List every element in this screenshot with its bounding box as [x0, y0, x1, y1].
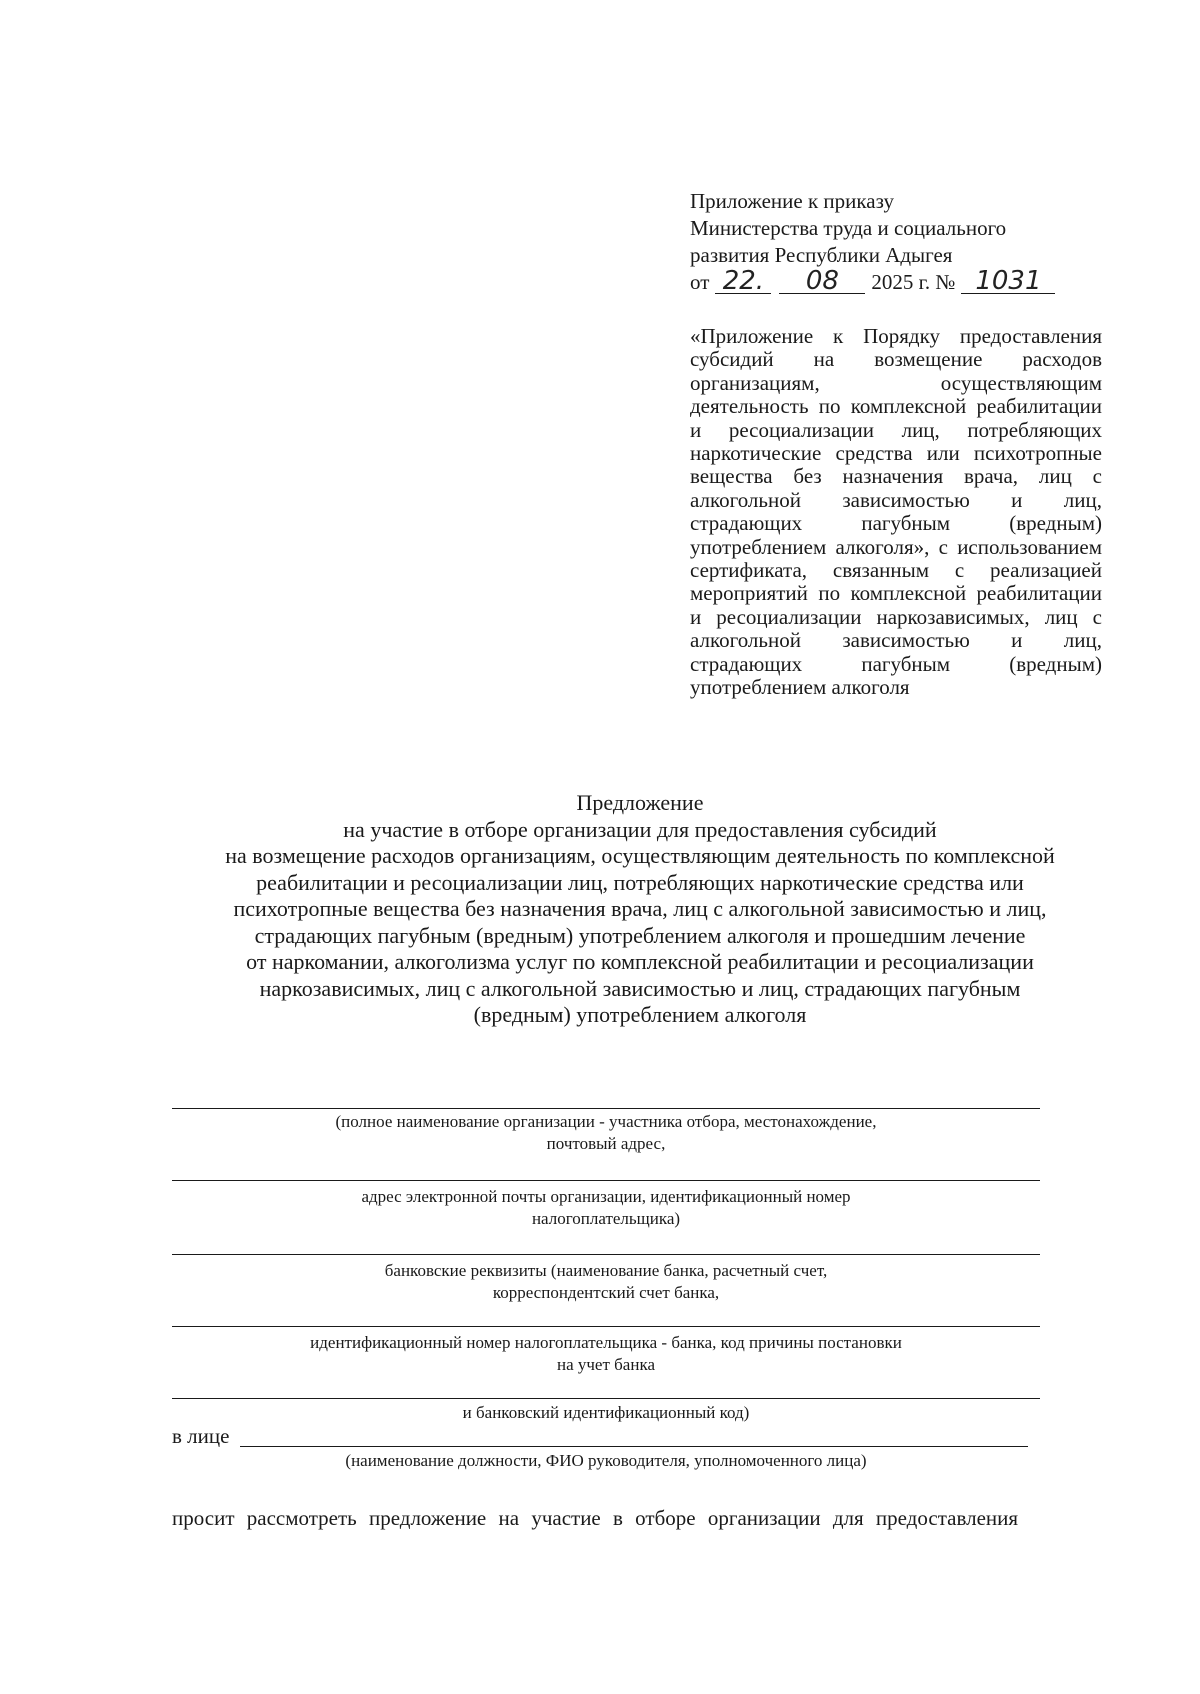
in-person-label: в лице	[172, 1424, 230, 1448]
appendix-reference-text: «Приложение к Порядку предоставления субсидий на возмещение расходов организациям, осуществляющим деятельность по комплексной реабилитации и ресоциализации лиц, потребляющих наркотические средства или психотропные вещества без назначения врача, лиц с алкогольной зависимостью и лиц, страдающих пагубным (вредным) употреблением алкоголя», с использованием сертификата, связанным с реализацией мероприятий по комплексной реабилитации и ресоциализации наркозависимых, лиц с алкогольной зависимостью и лиц, страдающих пагубным (вредным) употреблением алкоголя	[690, 324, 1102, 700]
appendix-line-1: Приложение к приказу	[690, 189, 894, 213]
caption-line: почтовый адрес,	[546, 1134, 666, 1153]
order-day-handwritten: 22.	[715, 269, 771, 294]
from-label: от	[690, 270, 710, 294]
order-month-handwritten: 08	[779, 269, 865, 294]
appendix-header	[690, 188, 1110, 296]
caption-line: адрес электронной почты организации, идентификационный номер	[361, 1187, 851, 1206]
in-person-field-line[interactable]	[240, 1446, 1028, 1447]
bank-bic-field-line[interactable]	[172, 1398, 1040, 1399]
caption-line: налогоплательщика)	[531, 1209, 681, 1228]
bank-inn-kpp-caption	[172, 1332, 1040, 1376]
title-line-1: на участие в отборе организации для предоставления субсидий	[343, 816, 937, 842]
email-inn-field-line[interactable]	[172, 1180, 1040, 1181]
appendix-line-3: развития Республики Адыгея	[690, 243, 953, 267]
document-title	[150, 790, 1130, 1029]
in-person-caption: (наименование должности, ФИО руководителя, уполномоченного лица)	[345, 1451, 867, 1470]
caption-line: (полное наименование организации - участника отбора, местонахождение,	[335, 1112, 877, 1131]
title-line-3: реабилитации и ресоциализации лиц, потребляющих наркотические средства или	[256, 869, 1024, 895]
closing-text: просит рассмотреть предложение на участие в отборе организации для предоставления	[172, 1506, 1019, 1530]
year-label: 2025 г. №	[871, 270, 956, 294]
bank-details-caption	[172, 1260, 1040, 1304]
organization-name-caption	[172, 1111, 1040, 1155]
caption-line: на учет банка	[556, 1355, 655, 1374]
title-heading: Предложение	[576, 790, 704, 815]
order-number-handwritten: 1031	[961, 269, 1055, 294]
caption-line: банковские реквизиты (наименование банка, расчетный счет,	[384, 1261, 828, 1280]
title-line-2: на возмещение расходов организациям, осуществляющим деятельность по комплексной	[225, 843, 1055, 868]
order-date-number-line	[690, 266, 1110, 296]
bank-details-field-line[interactable]	[172, 1254, 1040, 1255]
caption-line: и банковский идентификационный код)	[462, 1403, 750, 1422]
title-line-6: от наркомании, алкоголизма услуг по комплексной реабилитации и ресоциализации	[246, 949, 1034, 974]
title-line-4: психотропные вещества без назначения врача, лиц с алкогольной зависимостью и лиц,	[233, 896, 1047, 921]
bank-bic-caption	[172, 1402, 1040, 1424]
caption-line: идентификационный номер налогоплательщика - банка, код причины постановки	[310, 1333, 902, 1352]
bank-inn-kpp-field-line[interactable]	[172, 1326, 1040, 1327]
caption-line: корреспондентский счет банка,	[492, 1283, 720, 1302]
title-line-5: страдающих пагубным (вредным) употреблением алкоголя и прошедшим лечение	[254, 922, 1026, 948]
email-inn-caption	[172, 1186, 1040, 1230]
appendix-line-2: Министерства труда и социального	[690, 216, 1007, 240]
title-line-7: наркозависимых, лиц с алкогольной зависимостью и лиц, страдающих пагубным	[259, 975, 1021, 1001]
organization-name-field-line[interactable]	[172, 1108, 1040, 1109]
title-line-8: (вредным) употреблением алкоголя	[473, 1002, 807, 1027]
